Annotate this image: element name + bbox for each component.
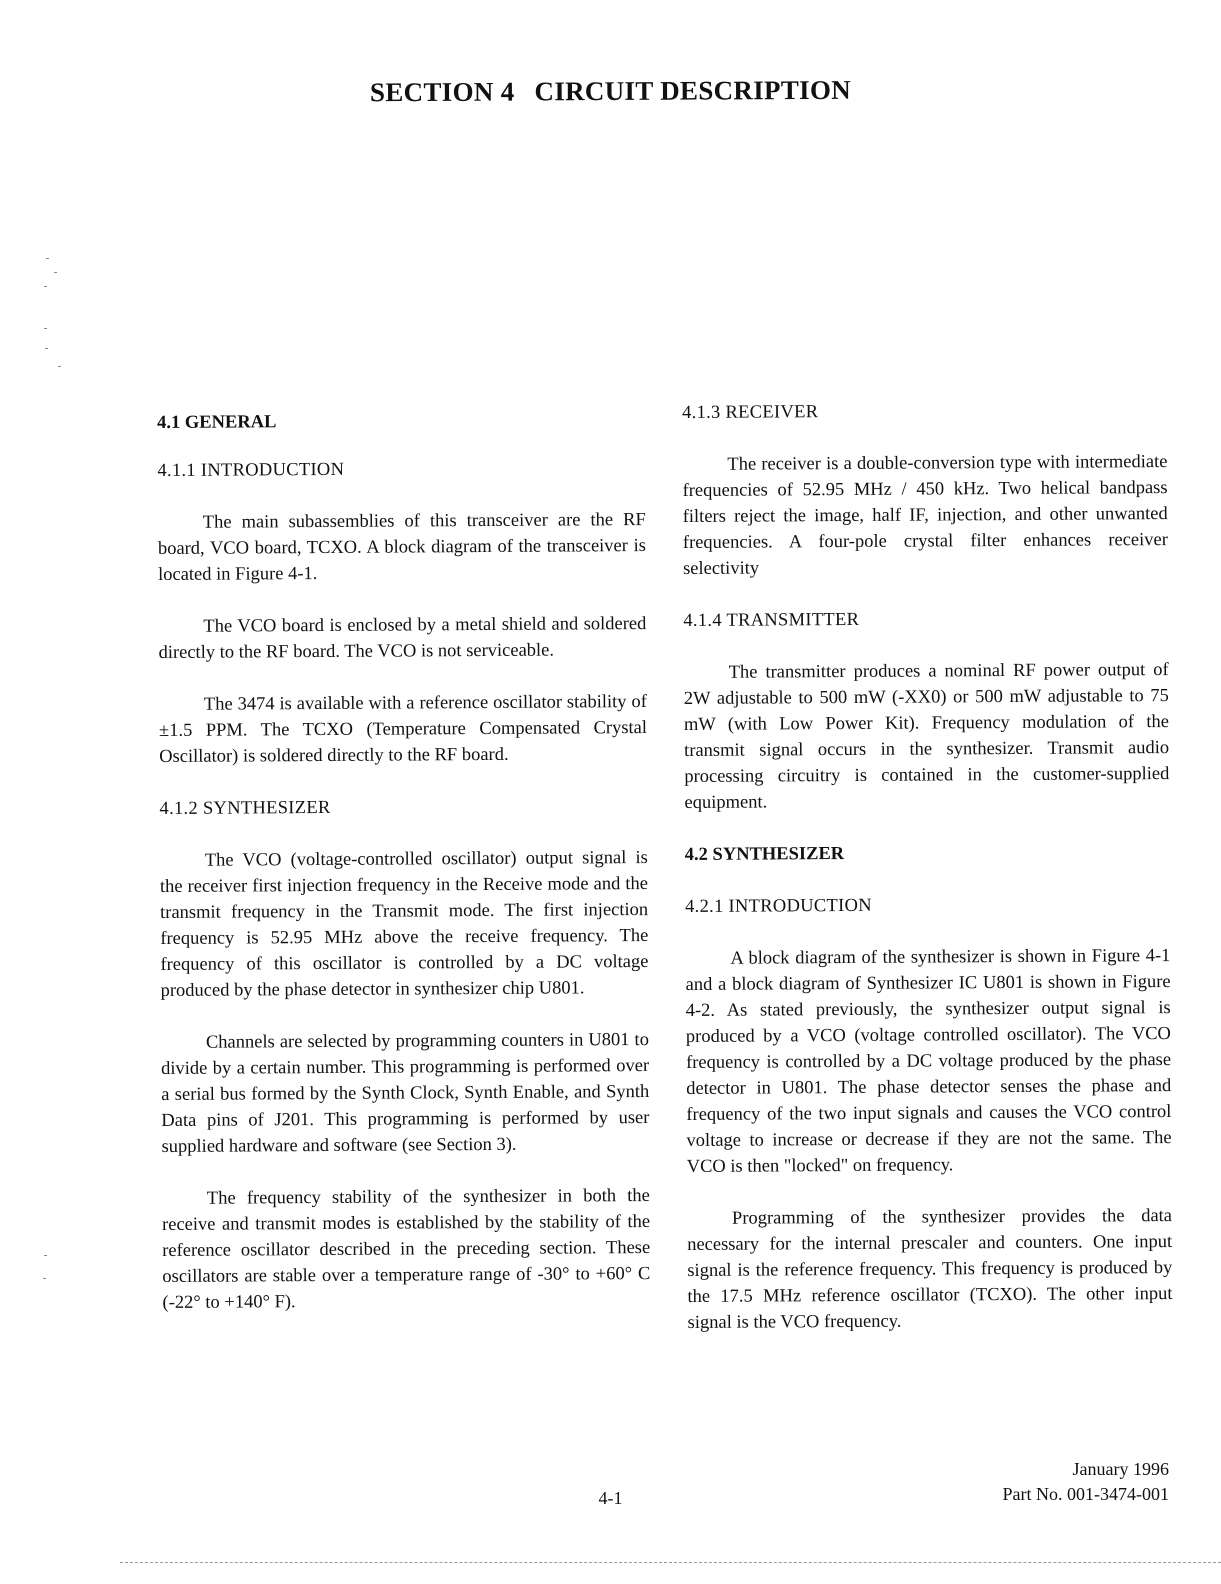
synthesizer-paragraph: The VCO (voltage-controlled oscillator) output signal is the receiver first injection frequency in the Receive mode and the transmit frequency in the Transmit mode. The first injection frequency is 52.95 MHz above the receive frequency. The frequency of this oscillator is controlled by a DC voltage produced by the phase detector in synthesizer chip U801. (159, 848, 649, 1001)
section-number: SECTION 4 (369, 76, 515, 108)
introduction-paragraph: The 3474 is available with a reference oscillator stability of ±1.5 PPM. The TCXO (Temperature Compensated Crystal Oscillator) is soldered directly to the RF board. (158, 692, 648, 767)
left-column (157, 397, 651, 1316)
section-heading-general: 4.1 GENERAL (157, 412, 277, 433)
subsection-heading-transmitter: 4.1.4 TRANSMITTER (683, 609, 860, 631)
page-title (0, 73, 1221, 110)
section-name: CIRCUIT DESCRIPTION (534, 74, 852, 107)
subsection-heading-introduction: 4.1.1 INTRODUCTION (157, 459, 345, 481)
footer-date: January 1996 (1072, 1459, 1169, 1479)
footer-part-number: Part No. 001-3474-001 (1002, 1484, 1169, 1504)
section-heading-synthesizer: 4.2 SYNTHESIZER (684, 844, 845, 865)
subsection-heading-receiver: 4.1.3 RECEIVER (682, 402, 819, 423)
subsection-heading-synth-introduction: 4.2.1 INTRODUCTION (685, 895, 872, 917)
transmitter-paragraph: The transmitter produces a nominal RF power output of 2W adjustable to 500 mW (-XX0) or 500 mW adjustable to 75 mW (with Low Power Kit). Frequency modulation of the transmit signal occurs in the synthesizer. Transmit audio processing circuitry is contained in the customer-supplied equipment. (683, 660, 1170, 813)
synthesizer-paragraph: Channels are selected by programming counters in U801 to divide by a certain number. This programming is performed over a serial bus formed by the Synth Clock, Synth Enable, and Synth Data pins of J201. This programming is performed by user supplied hardware and software (see Section 3). (161, 1030, 650, 1157)
receiver-paragraph: The receiver is a double-conversion type with intermediate frequencies of 52.95 MHz / 450 kHz. Two helical bandpass filters reject the image, half IF, injection, and other unwanted frequencies. A four-pole crystal filter enhances receiver selectivity (682, 452, 1168, 579)
right-column (682, 397, 1173, 1336)
page-number: 4-1 (598, 1488, 623, 1508)
synthesizer-paragraph: The frequency stability of the synthesizer in both the receive and transmit modes is established by the stability of the reference oscillator described in the preceding section. These oscillators are stable over a temperature range of -30° to +60° C (-22° to +140° F). (161, 1186, 651, 1313)
synth-introduction-paragraph: Programming of the synthesizer provides the data necessary for the internal prescaler and counters. One input signal is the reference frequency. This frequency is produced by the 17.5 MHz reference oscillator (TCXO). The other input signal is the VCO frequency. (687, 1206, 1173, 1333)
subsection-heading-synthesizer: 4.1.2 SYNTHESIZER (159, 797, 331, 819)
synth-introduction-paragraph: A block diagram of the synthesizer is shown in Figure 4-1 and a block diagram of Synthesizer IC U801 is shown in Figure 4-2. As stated previously, the synthesizer output signal is produced by a VCO (voltage controlled oscillator). The VCO frequency is controlled by a DC voltage produced by the phase detector in U801. The phase detector senses the phase and frequency of the two input signals and causes the VCO control voltage to increase or decrease if they are not the same. The VCO is then "locked" on frequency. (685, 946, 1172, 1177)
introduction-paragraph: The main subassemblies of this transceiver are the RF board, VCO board, TCXO. A block diagram of the transceiver is located in Figure 4-1. (157, 510, 646, 585)
scan-edge-rule (120, 1562, 1221, 1563)
introduction-paragraph: The VCO board is enclosed by a metal shield and soldered directly to the RF board. The VCO is not serviceable. (158, 614, 647, 663)
